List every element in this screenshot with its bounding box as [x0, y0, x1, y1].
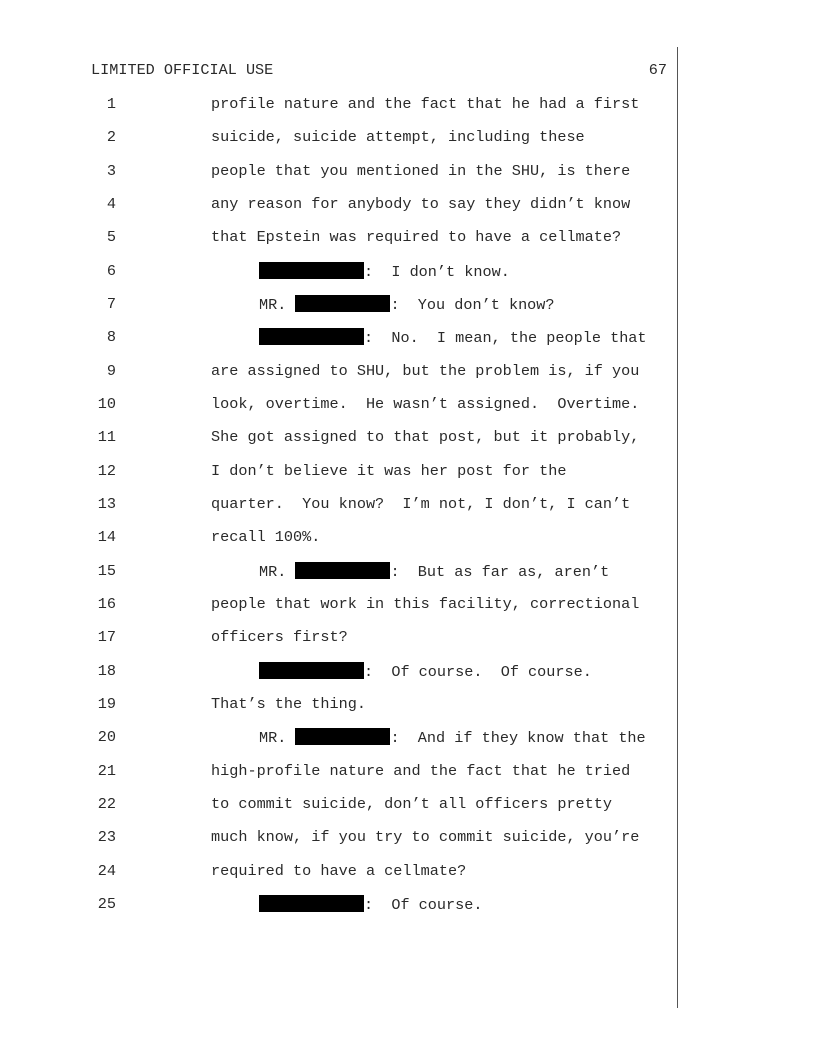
line-number: 5 — [106, 228, 116, 246]
line-text: recall 100%. — [211, 528, 321, 546]
line-text: : I don’t know. — [364, 263, 510, 281]
speaker-line — [259, 662, 592, 681]
line-number: 4 — [106, 195, 116, 213]
line-number: 19 — [97, 695, 116, 713]
line-number: 25 — [97, 895, 116, 913]
transcript-line — [0, 328, 700, 350]
line-text: quarter. You know? I’m not, I don’t, I can’t — [211, 495, 631, 513]
line-number: 16 — [97, 595, 116, 613]
line-number: 12 — [97, 462, 116, 480]
transcript-line — [0, 628, 700, 650]
redaction-box — [259, 662, 364, 679]
speaker-line — [259, 262, 510, 281]
line-number: 14 — [97, 528, 116, 546]
line-number: 20 — [97, 728, 116, 746]
line-number: 15 — [97, 562, 116, 580]
transcript-line — [0, 462, 700, 484]
line-text: : But as far as, aren’t — [390, 563, 610, 581]
transcript-line — [0, 595, 700, 617]
line-text: that Epstein was required to have a cellmate? — [211, 228, 622, 246]
line-text: are assigned to SHU, but the problem is, if you — [211, 362, 640, 380]
line-number: 13 — [97, 495, 116, 513]
line-text: high-profile nature and the fact that he tried — [211, 762, 631, 780]
transcript-line — [0, 495, 700, 517]
line-number: 11 — [97, 428, 116, 446]
transcript-line — [0, 295, 700, 317]
line-text: people that work in this facility, correctional — [211, 595, 640, 613]
line-text: to commit suicide, don’t all officers pretty — [211, 795, 613, 813]
line-number: 24 — [97, 862, 116, 880]
transcript-line — [0, 762, 700, 784]
line-number: 22 — [97, 795, 116, 813]
speaker-line — [259, 728, 646, 747]
transcript-line — [0, 828, 700, 850]
line-number: 7 — [106, 295, 116, 313]
line-text: look, overtime. He wasn’t assigned. Overtime. — [211, 395, 640, 413]
transcript-line — [0, 695, 700, 717]
page-number: 67 — [648, 61, 667, 79]
transcript-line — [0, 662, 700, 684]
classification-header: LIMITED OFFICIAL USE — [91, 61, 274, 79]
speaker-line — [259, 562, 609, 581]
transcript-line — [0, 562, 700, 584]
transcript-line — [0, 728, 700, 750]
line-number: 17 — [97, 628, 116, 646]
line-number: 9 — [106, 362, 116, 380]
line-number: 23 — [97, 828, 116, 846]
redaction-box — [295, 562, 390, 579]
transcript-line — [0, 428, 700, 450]
transcript-line — [0, 362, 700, 384]
redaction-box — [259, 262, 364, 279]
line-text: : And if they know that the — [390, 729, 646, 747]
speaker-line — [259, 328, 647, 347]
line-text: : You don’t know? — [390, 296, 555, 314]
transcript-line — [0, 862, 700, 884]
line-text: I don’t believe it was her post for the — [211, 462, 567, 480]
line-text: people that you mentioned in the SHU, is there — [211, 162, 631, 180]
line-number: 1 — [106, 95, 116, 113]
transcript-line — [0, 195, 700, 217]
line-number: 8 — [106, 328, 116, 346]
line-text: That’s the thing. — [211, 695, 366, 713]
redaction-box — [259, 328, 364, 345]
line-number: 6 — [106, 262, 116, 280]
transcript-line — [0, 895, 700, 917]
line-text: much know, if you try to commit suicide, you’re — [211, 828, 640, 846]
transcript-line — [0, 162, 700, 184]
line-number: 21 — [97, 762, 116, 780]
transcript-line — [0, 395, 700, 417]
speaker-prefix: MR. — [259, 296, 296, 314]
line-text: officers first? — [211, 628, 348, 646]
line-number: 10 — [97, 395, 116, 413]
transcript-line — [0, 262, 700, 284]
transcript-line — [0, 795, 700, 817]
line-number: 3 — [106, 162, 116, 180]
speaker-prefix: MR. — [259, 563, 296, 581]
line-text: She got assigned to that post, but it probably, — [211, 428, 640, 446]
line-text: required to have a cellmate? — [211, 862, 467, 880]
line-text: profile nature and the fact that he had a first — [211, 95, 640, 113]
line-number: 2 — [106, 128, 116, 146]
redaction-box — [295, 295, 390, 312]
transcript-line — [0, 228, 700, 250]
speaker-prefix: MR. — [259, 729, 296, 747]
transcript-line — [0, 528, 700, 550]
line-text: : Of course. Of course. — [364, 663, 592, 681]
transcript-line — [0, 95, 700, 117]
line-number: 18 — [97, 662, 116, 680]
line-text: : No. I mean, the people that — [364, 329, 647, 347]
transcript-line — [0, 128, 700, 150]
line-text: : Of course. — [364, 896, 483, 914]
line-text: any reason for anybody to say they didn’t know — [211, 195, 631, 213]
line-text: suicide, suicide attempt, including these — [211, 128, 585, 146]
speaker-line — [259, 295, 555, 314]
speaker-line — [259, 895, 482, 914]
redaction-box — [295, 728, 390, 745]
redaction-box — [259, 895, 364, 912]
